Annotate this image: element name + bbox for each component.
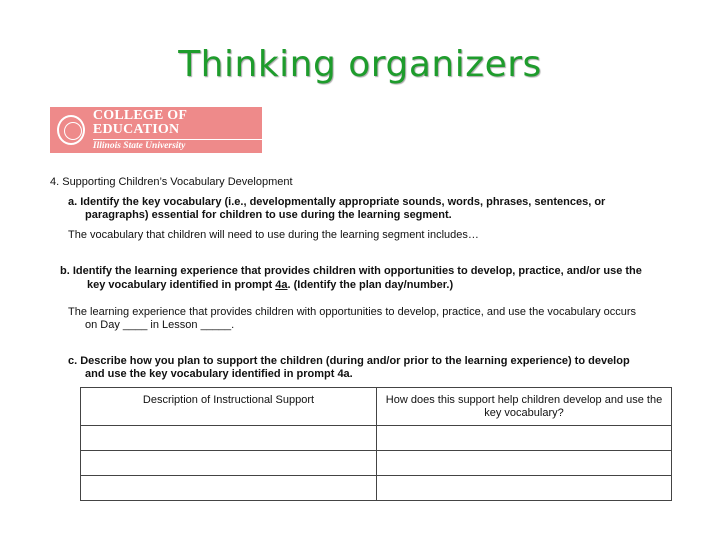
prompt-c-line1: c. Describe how you plan to support the children (during and/or prior to the learning experience) to develop [68, 355, 630, 367]
table-header-row [81, 388, 672, 426]
prompt-a-line2: paragraphs) essential for children to use during the learning segment. [85, 209, 452, 221]
logo-name: COLLEGE OF EDUCATION [93, 109, 262, 140]
table-row [81, 476, 672, 501]
table-cell [377, 476, 672, 501]
table-header-how: How does this support help children develop and use the key vocabulary? [377, 388, 672, 426]
prompt-a-line1: a. Identify the key vocabulary (i.e., developmentally appropriate sounds, words, phrases, sentences, or [68, 196, 606, 208]
section-heading: 4. Supporting Children’s Vocabulary Development [50, 176, 293, 188]
table-cell [81, 476, 377, 501]
prompt-c-line2: and use the key vocabulary identified in prompt 4a. [85, 368, 353, 380]
prompt-b-line1: b. Identify the learning experience that provides children with opportunities to develop, practice, and/or use the [60, 265, 642, 277]
table-cell [377, 451, 672, 476]
support-table [80, 387, 672, 501]
table-row [81, 426, 672, 451]
college-logo [50, 107, 262, 153]
logo-subtitle: Illinois State University [92, 140, 186, 151]
table-cell [377, 426, 672, 451]
table-header-description: Description of Instructional Support [81, 388, 377, 426]
table-cell [81, 426, 377, 451]
prompt-b-answer-line2: on Day ____ in Lesson _____. [85, 319, 235, 331]
table-row [81, 451, 672, 476]
university-seal-icon [57, 115, 85, 145]
prompt-a-answer: The vocabulary that children will need to use during the learning segment includes… [68, 229, 479, 241]
prompt-reference: 4a [275, 279, 288, 291]
table-cell [81, 451, 377, 476]
prompt-b-answer-line1: The learning experience that provides children with opportunities to develop, practice, and use the vocabulary occurs [68, 306, 637, 318]
slide-title: Thinking organizers [178, 44, 542, 85]
prompt-b-line2: key vocabulary identified in prompt 4a. (Identify the plan day/number.) [87, 279, 454, 291]
